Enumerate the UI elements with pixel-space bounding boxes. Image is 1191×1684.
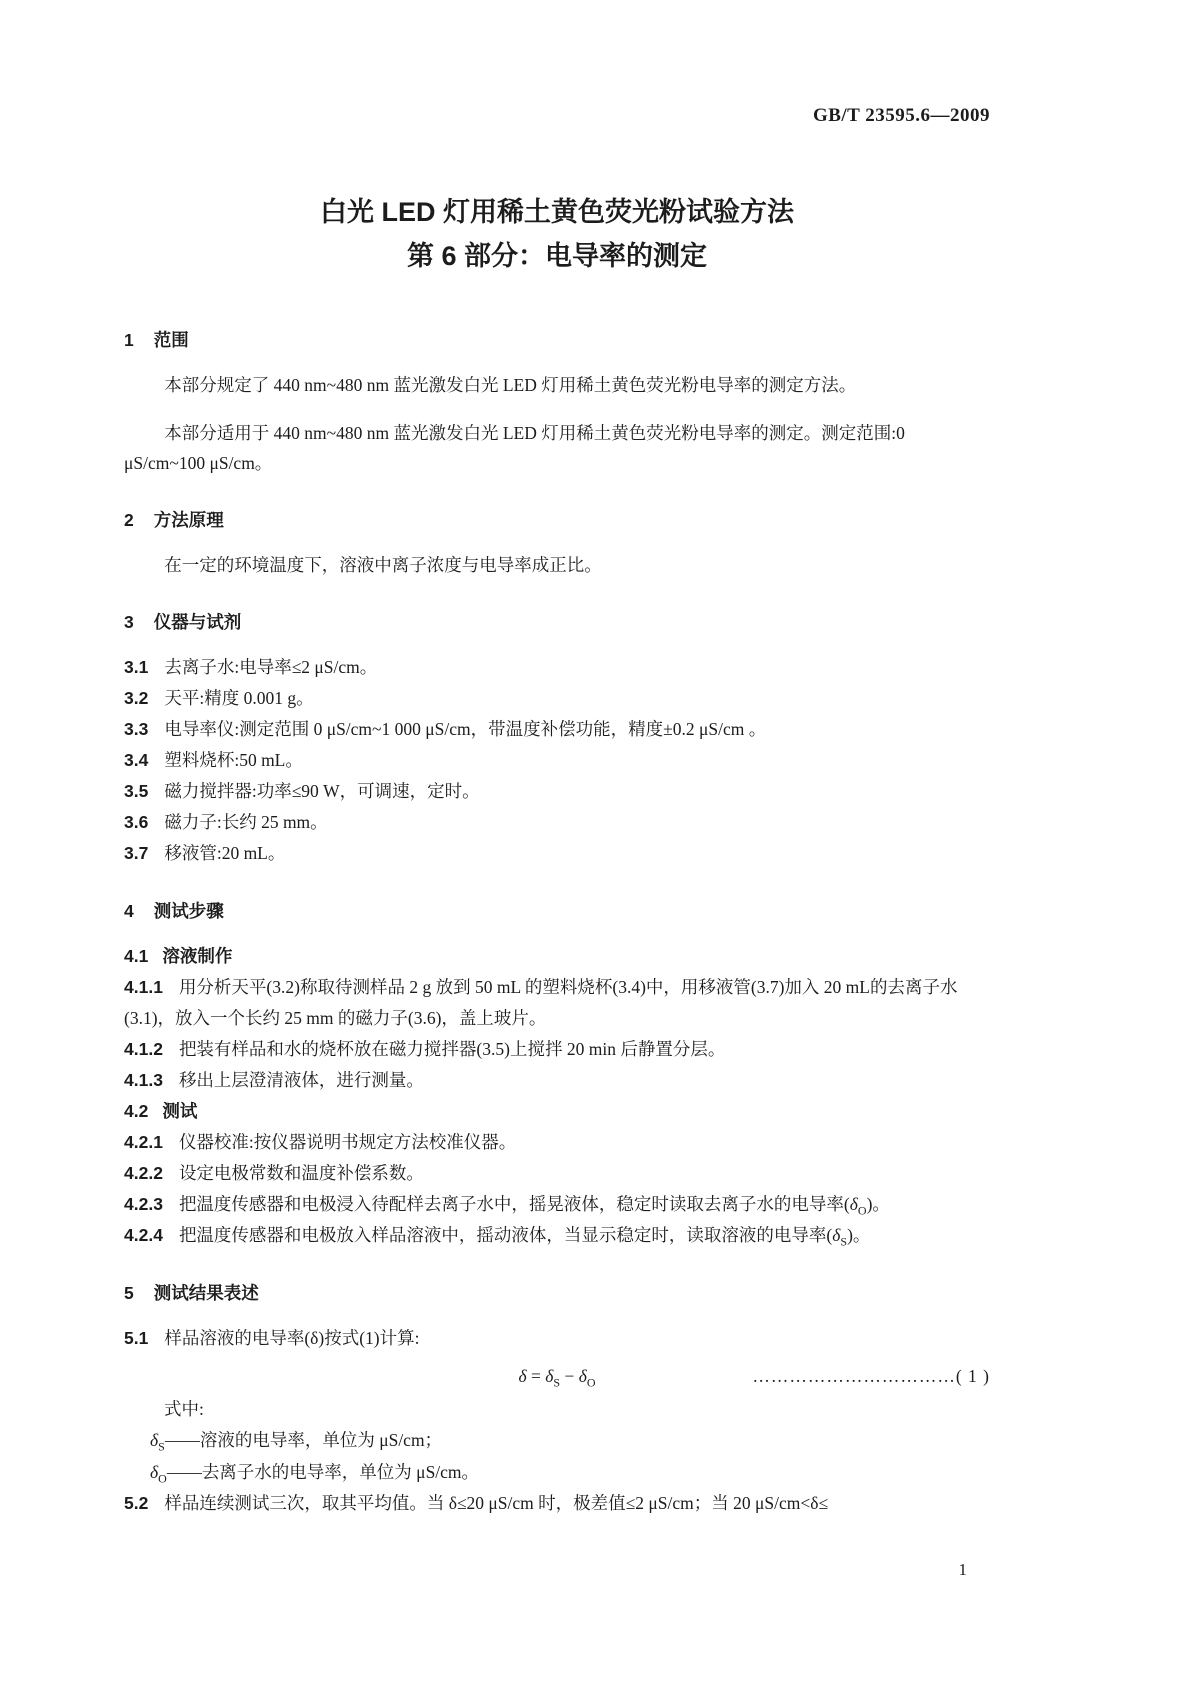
clause-text: 移出上层澄清液体，进行测量。 [178, 1069, 424, 1090]
section-title: 仪器与试剂 [153, 611, 242, 632]
document-title-line2: 第 6 部分：电导率的测定 [406, 241, 708, 271]
delta-symbol: δ [545, 1365, 554, 1386]
subscript: S [553, 1375, 561, 1389]
clause-number: 4.2.2 [124, 1162, 163, 1183]
clause-number: 3.1 [124, 656, 149, 677]
equals-sign: = [531, 1365, 541, 1386]
section-4-heading [124, 899, 990, 923]
symbol-definition-delta-s [124, 1424, 990, 1456]
clause-text: 把装有样品和水的烧杯放在磁力搅拌器(3.5)上搅拌 20 min 后静置分层。 [178, 1038, 726, 1059]
clause-text [178, 1224, 871, 1248]
clause-3-7 [124, 838, 990, 869]
section-title: 测试结果表述 [153, 1282, 259, 1303]
clause-4-2-2 [124, 1158, 990, 1189]
equation-dot-leader [752, 1360, 990, 1392]
section-5-heading [124, 1281, 990, 1305]
delta-symbol: δ [518, 1365, 527, 1386]
subsection-4-1-heading [124, 941, 990, 972]
section-number: 2 [124, 509, 134, 530]
symbol-definition-delta-o [124, 1456, 990, 1488]
clause-text: 天平:精度 0.001 g。 [164, 687, 314, 708]
clause-number: 3.6 [124, 811, 149, 832]
clause-number: 4.2.3 [124, 1193, 163, 1214]
subscript: O [857, 1203, 867, 1217]
text-run: )。 [866, 1193, 890, 1214]
clause-3-5 [124, 776, 990, 807]
symbol-definition-text: ——溶液的电导率，单位为 μS/cm； [164, 1429, 443, 1450]
clause-text: 去离子水:电导率≤2 μS/cm。 [164, 656, 378, 677]
section-3-heading [124, 610, 990, 634]
clause-text: 塑料烧杯:50 mL。 [164, 749, 303, 770]
clause-text: 样品连续测试三次，取其平均值。当 δ≤20 μS/cm 时，极差值≤2 μS/cm；当 20 μS/cm<δ≤ [164, 1492, 829, 1513]
text-run: 仪器校准:按仪器说明书规定方法校准仪器。 [178, 1131, 517, 1152]
clause-4-2-1 [124, 1127, 990, 1158]
clause-3-2 [124, 683, 990, 714]
clause-number: 4.2.1 [124, 1131, 163, 1152]
clause-text [178, 1193, 890, 1217]
section-number: 4 [124, 900, 134, 921]
subscript: O [158, 1471, 167, 1485]
clause-text [179, 1132, 516, 1152]
subscript: S [158, 1439, 165, 1453]
section-title: 方法原理 [153, 509, 224, 530]
section-number: 3 [124, 611, 134, 632]
section-1-heading [124, 328, 990, 352]
clause-3-1 [124, 652, 990, 683]
clause-text: 磁力搅拌器:功率≤90 W，可调速，定时。 [164, 780, 480, 801]
subscript: O [586, 1375, 596, 1389]
clause-text: 样品溶液的电导率(δ)按式(1)计算: [164, 1327, 420, 1348]
subsection-title: 测试 [162, 1100, 198, 1121]
document-title-line1: 白光 LED 灯用稀土黄色荧光粉试验方法 [319, 197, 794, 227]
scope-paragraph-1: 本部分规定了 440 nm~480 nm 蓝光激发白光 LED 灯用稀土黄色荧光粉电导率的测定方法。 [164, 375, 857, 395]
clause-5-1 [124, 1323, 990, 1354]
page-number: 1 [958, 1560, 967, 1579]
clause-4-1-1 [124, 972, 990, 1034]
clause-text [179, 1163, 424, 1183]
section-title: 范围 [153, 330, 189, 350]
clause-3-6 [124, 807, 990, 838]
clause-number: 4.1.2 [124, 1038, 163, 1059]
clause-3-4 [124, 745, 990, 776]
clause-4-1-2 [124, 1034, 990, 1065]
subsection-title: 溶液制作 [162, 945, 233, 966]
clause-text: 用分析天平(3.2)称取待测样品 2 g 放到 50 mL 的塑料烧杯(3.4)中，用移液管(3.7)加入 20 mL的去离子水(3.1)，放入一个长约 25 mm 的磁力子(3.6)，盖上玻片。 [124, 976, 958, 1028]
clause-text: 磁力子:长约 25 mm。 [164, 811, 328, 832]
delta-symbol: δ [578, 1365, 587, 1386]
text-run: 把温度传感器和电极浸入待配样去离子水中，摇晃液体，稳定时读取去离子水的电导率( [178, 1193, 850, 1214]
clause-number: 3.7 [124, 842, 149, 863]
clause-text: 移液管:20 mL。 [164, 842, 286, 863]
delta-symbol: δ [150, 1461, 159, 1482]
symbol-definition-text: ——去离子水的电导率，单位为 μS/cm。 [166, 1461, 480, 1482]
clause-number: 4.1.1 [124, 976, 163, 997]
clause-5-2 [124, 1488, 990, 1519]
delta-symbol: δ [849, 1193, 858, 1214]
scope-paragraph-2: 本部分适用于 440 nm~480 nm 蓝光激发白光 LED 灯用稀土黄色荧光粉电导率的测定。测定范围:0 μS/cm~100 μS/cm。 [124, 422, 905, 473]
subsection-4-2-heading [124, 1096, 990, 1127]
standard-number: GB/T 23595.6—2009 [812, 105, 990, 126]
document-title [124, 190, 990, 278]
minus-sign: − [564, 1365, 575, 1386]
subsection-number: 4.1 [124, 945, 149, 966]
section-title: 测试步骤 [153, 900, 224, 921]
delta-symbol: δ [832, 1224, 841, 1245]
clause-number: 3.2 [124, 687, 149, 708]
clause-number: 4.1.3 [124, 1069, 163, 1090]
clause-text: 电导率仪:测定范围 0 μS/cm~1 000 μS/cm，带温度补偿功能，精度±0.2 μS/cm 。 [164, 718, 767, 739]
clause-3-3 [124, 714, 990, 745]
section-2-heading [124, 508, 990, 532]
clause-number: 3.4 [124, 749, 149, 770]
clause-number: 5.2 [124, 1492, 149, 1513]
clause-number: 4.2.4 [124, 1224, 163, 1245]
clause-4-1-3 [124, 1065, 990, 1096]
section-number: 1 [124, 330, 134, 350]
equation-number: ( 1 ) [955, 1365, 990, 1386]
dots: …………………………… [752, 1365, 956, 1386]
subscript: S [840, 1234, 848, 1248]
clause-4-2-3 [124, 1189, 990, 1220]
subsection-number: 4.2 [124, 1100, 149, 1121]
equation-expression [518, 1365, 596, 1389]
clause-number: 3.5 [124, 780, 149, 801]
text-run: 设定电极常数和温度补偿系数。 [178, 1162, 424, 1183]
section-number: 5 [124, 1282, 134, 1303]
text-run: 把温度传感器和电极放入样品溶液中，摇动液体，当显示稳定时，读取溶液的电导率( [178, 1224, 833, 1245]
equation-1 [124, 1360, 990, 1392]
clause-4-2-4 [124, 1220, 990, 1251]
delta-symbol: δ [150, 1429, 159, 1450]
clause-number: 3.3 [124, 718, 149, 739]
where-label: 式中: [164, 1398, 204, 1419]
clause-number: 5.1 [124, 1327, 149, 1348]
text-run: )。 [847, 1224, 871, 1245]
principle-paragraph: 在一定的环境温度下，溶液中离子浓度与电导率成正比。 [164, 554, 602, 575]
